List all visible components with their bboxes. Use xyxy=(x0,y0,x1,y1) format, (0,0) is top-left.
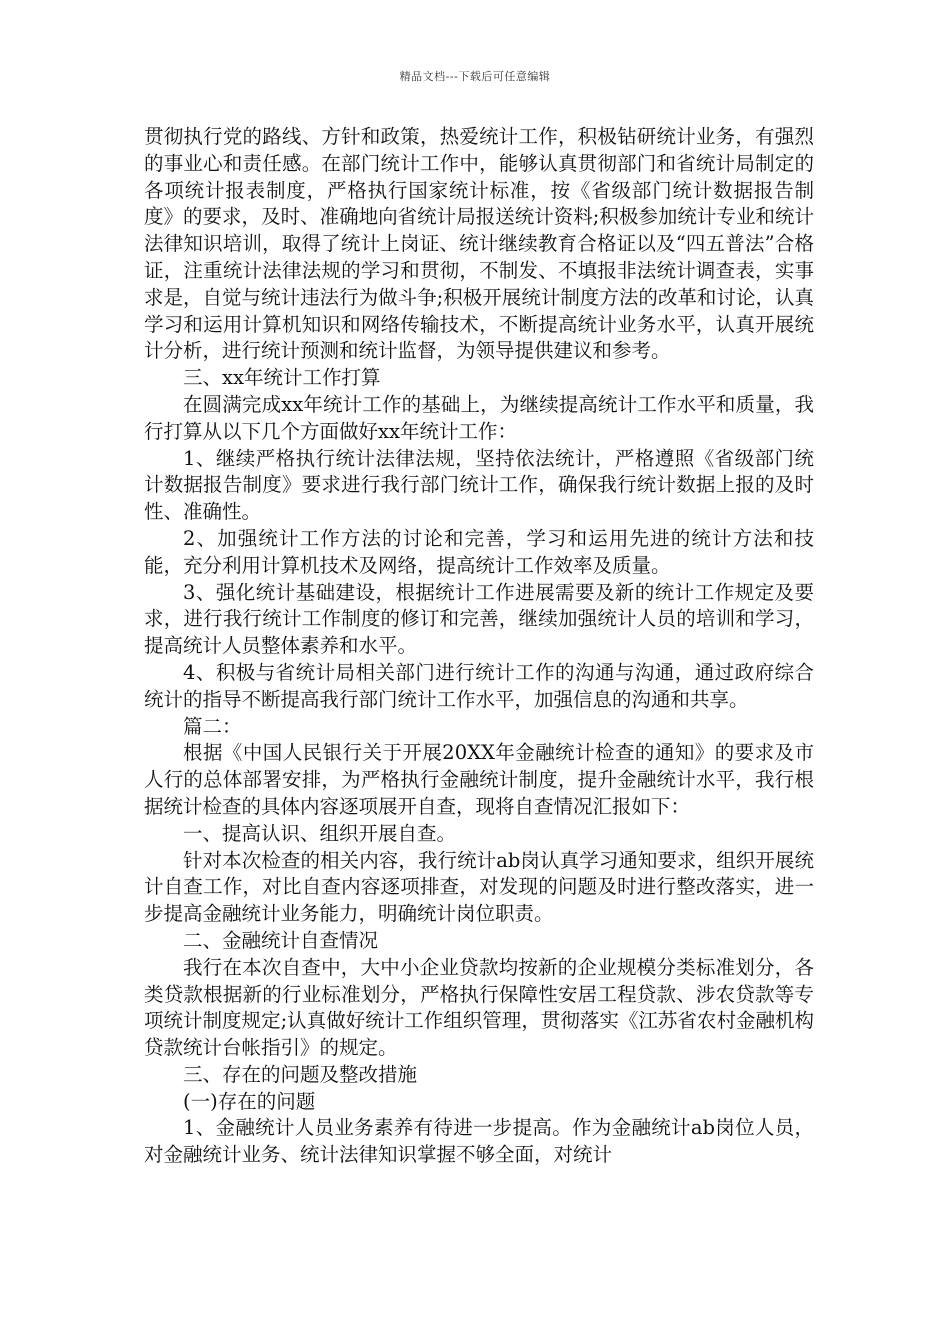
section-heading-awareness: 一、提高认识、组织开展自查。 xyxy=(183,821,457,845)
section-heading-plan: 三、xx年统计工作打算 xyxy=(183,366,381,390)
section-heading-problems: 三、存在的问题及整改措施 xyxy=(183,1062,418,1086)
plan-item-2: 2、加强统计工作方法的讨论和完善，学习和运用先进的统计方法和技能，充分利用计算机技术及网络，提高统计工作效率及质量。 xyxy=(144,526,814,577)
paragraph-self-check: 我行在本次自查中，大中小企业贷款均按新的企业规模分类标准划分，各类贷款根据新的行业标准划分，严格执行保障性安居工程贷款、涉农贷款等专项统计制度规定;认真做好统计工作组织管理，贯彻落实《江苏省农村金融机构贷款统计台帐指引》的规定。 xyxy=(144,955,814,1060)
plan-item-1: 1、继续严格执行统计法律法规，坚持依法统计，严格遵照《省级部门统计数据报告制度》要求进行我行部门统计工作，确保我行统计数据上报的及时性、准确性。 xyxy=(144,446,814,524)
problem-item-1: 1、金融统计人员业务素养有待进一步提高。作为金融统计ab岗位人员，对金融统计业务、统计法律知识掌握不够全面，对统计 xyxy=(144,1116,814,1167)
paragraph-1: 贯彻执行党的路线、方针和政策，热爱统计工作，积极钻研统计业务，有强烈的事业心和责任感。在部门统计工作中，能够认真贯彻部门和省统计局制定的各项统计报表制度，严格执行国家统计标准，按《省级部门统计数据报告制度》的要求，及时、准确地向省统计局报送统计资料;积极参加统计专业和统计法律知识培训，取得了统计上岗证、统计继续教育合格证以及“四五普法”合格证，注重统计法律法规的学习和贯彻，不制发、不填报非法统计调查表，实事求是，自觉与统计违法行为做斗争;积极开展统计制度方法的改革和讨论，认真学习和运用计算机知识和网络传输技术，不断提高统计业务水平，认真开展统计分析，进行统计预测和统计监督，为领导提供建议和参考。 xyxy=(144,125,814,363)
section-heading-part-two: 篇二： xyxy=(183,714,242,738)
document-body xyxy=(144,124,814,1169)
subheading-existing-problems: (一)存在的问题 xyxy=(183,1089,316,1113)
paragraph-plan-intro: 在圆满完成xx年统计工作的基础上，为继续提高统计工作水平和质量，我行打算从以下几个方面做好xx年统计工作： xyxy=(144,392,814,443)
paragraph-awareness: 针对本次检查的相关内容，我行统计ab岗认真学习通知要求，组织开展统计自查工作，对比自查内容逐项排查，对发现的问题及时进行整改落实，进一步提高金融统计业务能力，明确统计岗位职责。 xyxy=(144,848,814,926)
plan-item-3: 3、强化统计基础建设，根据统计工作进展需要及新的统计工作规定及要求，进行我行统计工作制度的修订和完善，继续加强统计人员的培训和学习，提高统计人员整体素养和水平。 xyxy=(144,580,814,658)
plan-item-4: 4、积极与省统计局相关部门进行统计工作的沟通与沟通，通过政府综合统计的指导不断提高我行部门统计工作水平，加强信息的沟通和共享。 xyxy=(144,660,814,711)
page-header: 精品文档---下载后可任意编辑 xyxy=(399,70,551,83)
section-heading-self-check: 二、金融统计自查情况 xyxy=(183,928,379,952)
paragraph-part-two-intro: 根据《中国人民银行关于开展20XX年金融统计检查的通知》的要求及市人行的总体部署安排，为严格执行金融统计制度，提升金融统计水平，我行根据统计检查的具体内容逐项展开自查，现将自查情况汇报如下： xyxy=(144,741,814,818)
